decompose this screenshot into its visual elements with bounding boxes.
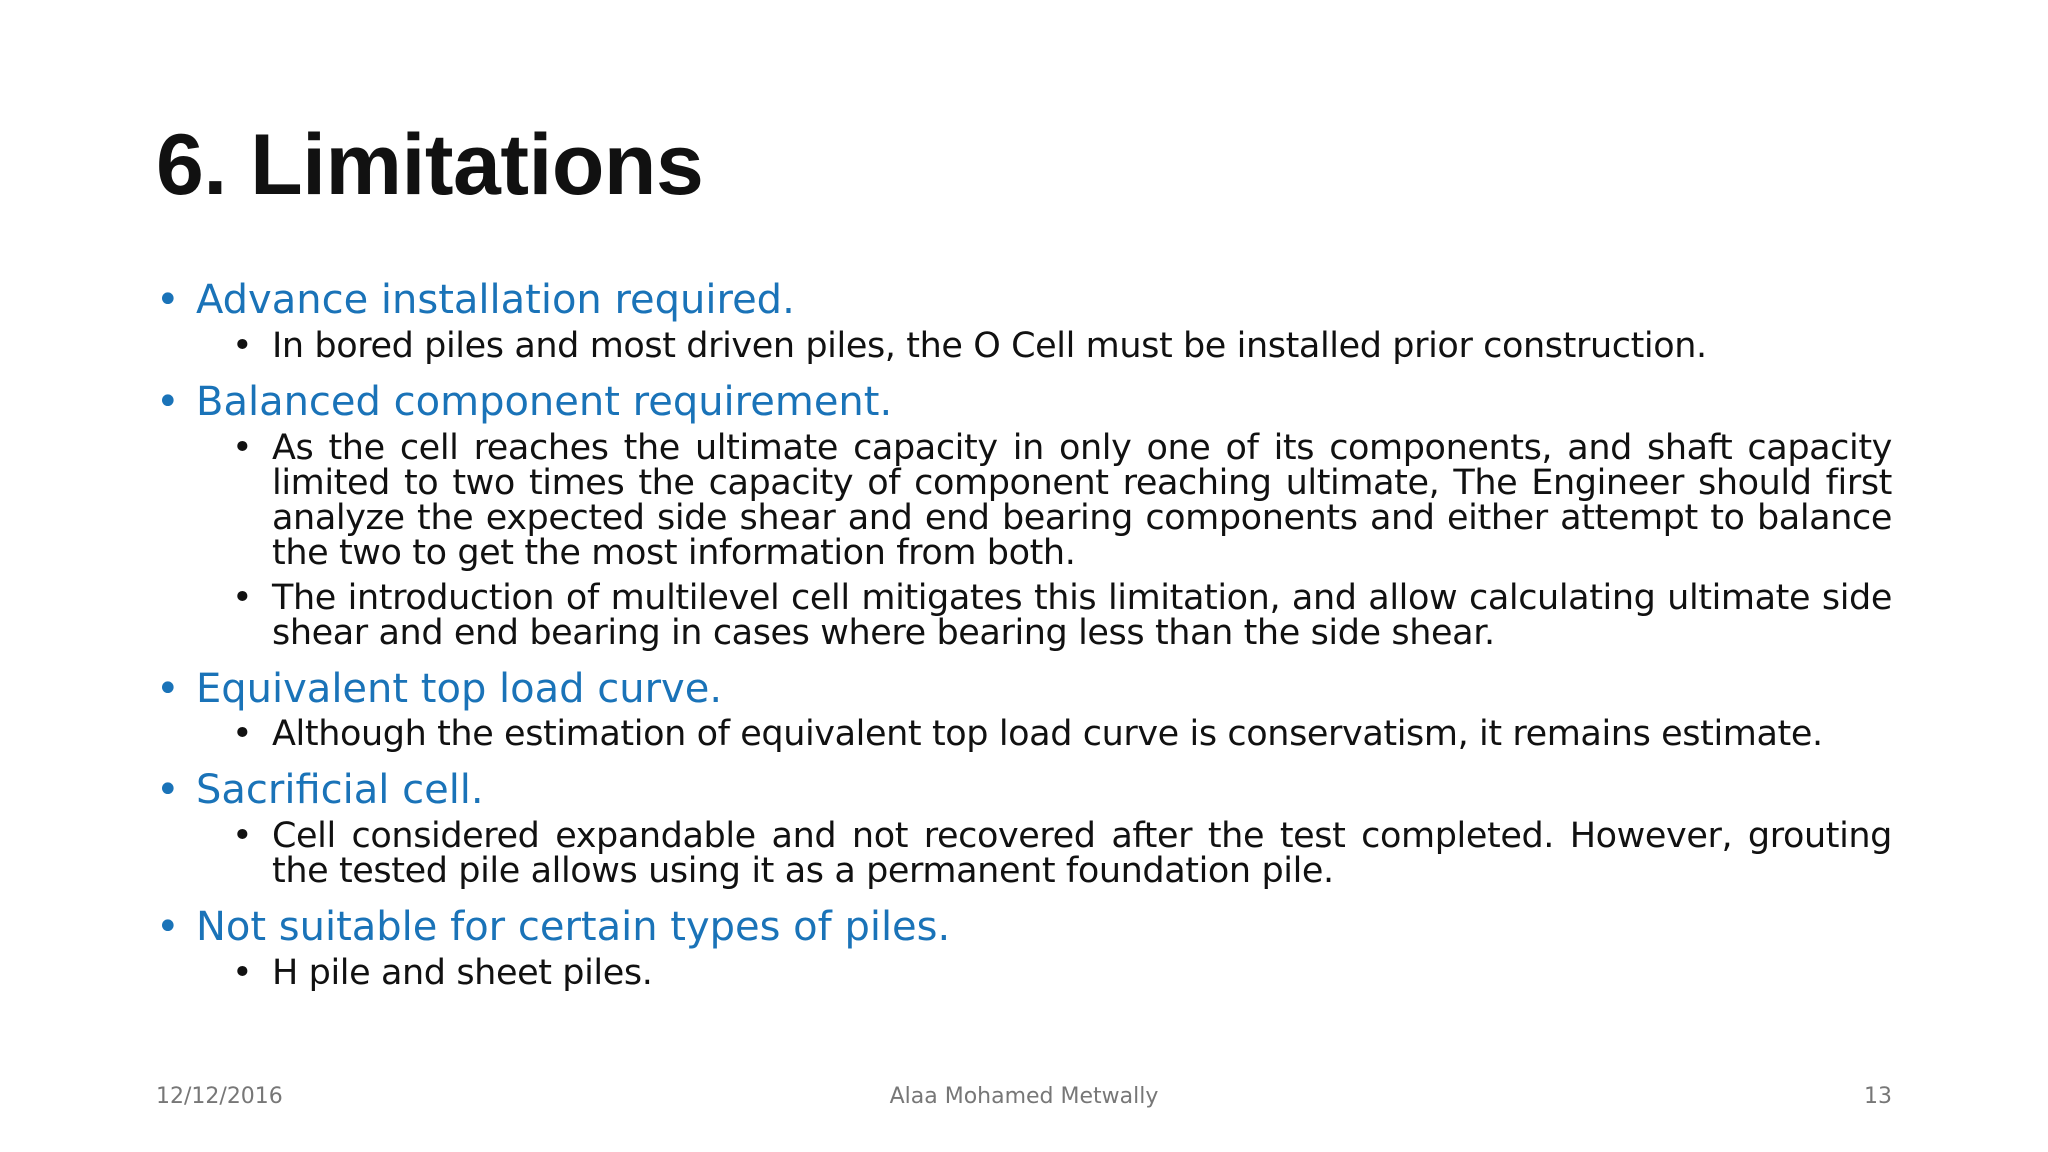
sub-bullet-list xyxy=(156,325,1892,366)
sub-bullet-text: H pile and sheet piles. xyxy=(272,952,653,993)
footer-author: Alaa Mohamed Metwally xyxy=(889,1084,1159,1109)
bullet-heading: Equivalent top load curve. xyxy=(196,665,723,712)
sub-bullet-item xyxy=(156,325,1892,366)
sub-bullet-item xyxy=(156,427,1892,573)
bullet-dot-icon: • xyxy=(232,952,253,993)
footer-date: 12/12/2016 xyxy=(156,1084,283,1109)
sub-bullet-item xyxy=(156,952,1892,993)
bullet-dot-icon: • xyxy=(232,816,253,857)
sub-bullet-item xyxy=(156,816,1892,892)
slide-title: 6. Limitations xyxy=(156,117,704,213)
bullet-advance-installation xyxy=(156,276,1892,325)
bullet-dot-icon: • xyxy=(232,577,253,618)
bullet-sacrificial-cell xyxy=(156,766,1892,815)
sub-bullet-list xyxy=(156,714,1892,755)
bullet-heading: Not suitable for certain types of piles. xyxy=(196,904,951,951)
bullet-heading: Balanced component requirement. xyxy=(196,378,893,425)
sub-bullet-text: As the cell reaches the ultimate capacity in only one of its components, and shaft capacity limited to two times the capacity of component reaching ultimate, The Engineer should first analyze the expected side shear and end bearing components and either attempt to balance the two to get the most information from both. xyxy=(272,427,1892,573)
bullet-dot-icon: • xyxy=(232,714,253,755)
sub-bullet-list xyxy=(156,816,1892,892)
sub-bullet-item xyxy=(156,577,1892,653)
bullet-equivalent-top-load xyxy=(156,665,1892,714)
sub-bullet-item xyxy=(156,714,1892,755)
sub-bullet-list xyxy=(156,952,1892,993)
bullet-dot-icon: • xyxy=(232,325,253,366)
bullet-dot-icon: • xyxy=(156,904,180,951)
sub-bullet-text: In bored piles and most driven piles, the O Cell must be installed prior construction. xyxy=(272,325,1707,366)
bullet-dot-icon: • xyxy=(156,378,180,425)
bullet-dot-icon: • xyxy=(156,277,180,323)
bullet-dot-icon: • xyxy=(156,767,180,814)
sub-bullet-text: Cell considered expandable and not recovered after the test completed. However, grouting the tested pile allows using it as a permanent foundation pile. xyxy=(272,816,1892,892)
page-number: 13 xyxy=(1864,1084,1892,1109)
bullet-dot-icon: • xyxy=(232,427,253,468)
bullet-heading: Advance installation required. xyxy=(196,277,795,323)
sub-bullet-text: Although the estimation of equivalent top load curve is conservatism, it remains estimate. xyxy=(272,714,1823,755)
bullet-heading: Sacrificial cell. xyxy=(196,767,484,814)
bullet-list xyxy=(156,276,1892,1005)
bullet-not-suitable xyxy=(156,903,1892,952)
bullet-dot-icon: • xyxy=(156,665,180,712)
bullet-balanced-component xyxy=(156,378,1892,427)
sub-bullet-list xyxy=(156,427,1892,653)
sub-bullet-text: The introduction of multilevel cell mitigates this limitation, and allow calculating ultimate side shear and end bearing in cases where bearing less than the side shear. xyxy=(272,577,1892,653)
